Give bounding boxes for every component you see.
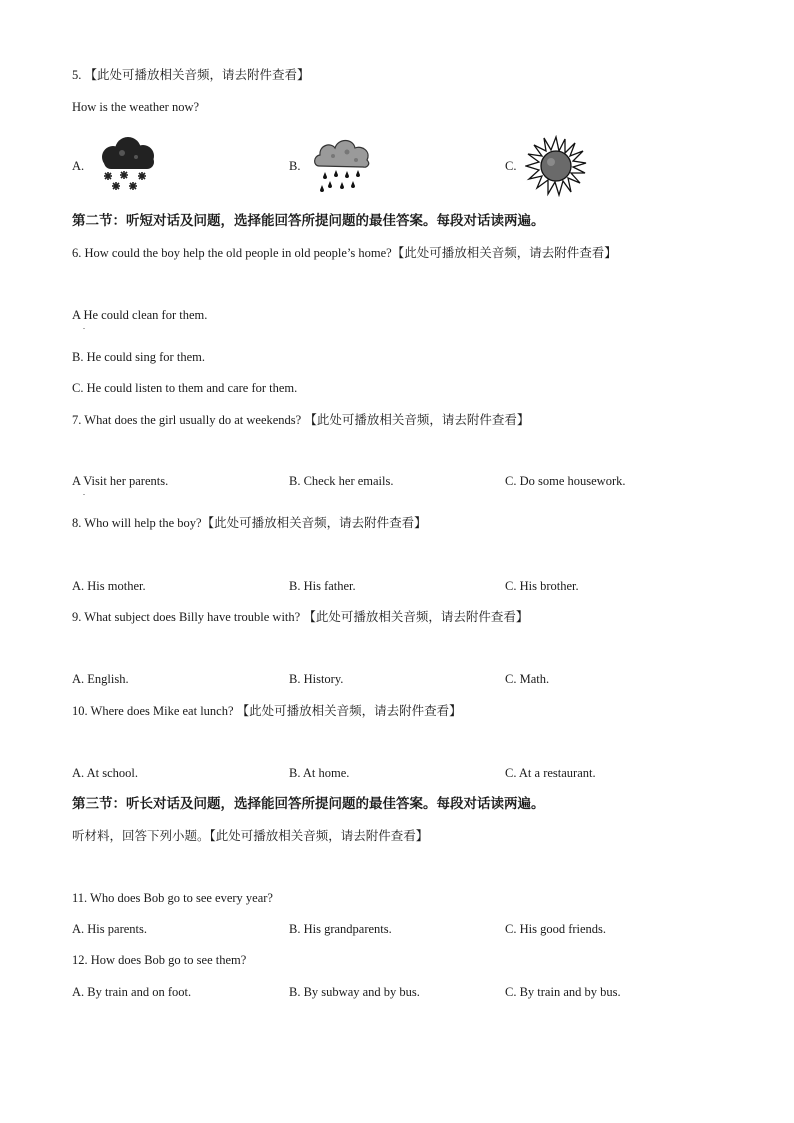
stray-dot: .: [83, 488, 85, 497]
q8-question: 8. Who will help the boy?【此处可播放相关音频，请去附件查看】: [72, 516, 427, 530]
snow-cloud-icon: [96, 135, 160, 193]
q9-option-b: B. History.: [289, 672, 344, 686]
q8-option-c: C. His brother.: [505, 579, 579, 593]
q5-option-c-letter: C.: [505, 159, 517, 173]
q10-option-a: A. At school.: [72, 766, 138, 780]
q12-question: 12. How does Bob go to see them?: [72, 953, 247, 967]
sun-icon: [525, 135, 587, 197]
q9-option-a: A. English.: [72, 672, 129, 686]
stray-dot: .: [83, 322, 85, 331]
rain-cloud-icon: [311, 130, 373, 194]
q10-option-c: C. At a restaurant.: [505, 766, 596, 780]
q6-option-a: A He could clean for them.: [72, 308, 208, 322]
q9-option-c: C. Math.: [505, 672, 550, 686]
q10-option-b: B. At home.: [289, 766, 350, 780]
section-3-heading: 第三节：听长对话及问题，选择能回答所提问题的最佳答案。每段对话读两遍。: [72, 796, 545, 811]
q6-question: 6. How could the boy help the old people in old people’s home?【此处可播放相关音频，请去附件查看】: [72, 246, 617, 260]
q7-option-a: A Visit her parents.: [72, 474, 169, 488]
q5-option-a-letter: A.: [72, 159, 85, 173]
q8-option-a: A. His mother.: [72, 579, 146, 593]
q5-title: 5. 【此处可播放相关音频，请去附件查看】: [72, 68, 310, 82]
q5-option-b-letter: B.: [289, 159, 301, 173]
q7-option-c: C. Do some housework.: [505, 474, 626, 488]
q10-question: 10. Where does Mike eat lunch? 【此处可播放相关音频，请去附件查看】: [72, 704, 462, 718]
q12-option-b: B. By subway and by bus.: [289, 985, 420, 999]
q11-option-b: B. His grandparents.: [289, 922, 392, 936]
q11-option-c: C. His good friends.: [505, 922, 607, 936]
q7-option-b: B. Check her emails.: [289, 474, 394, 488]
q9-question: 9. What subject does Billy have trouble with? 【此处可播放相关音频，请去附件查看】: [72, 610, 529, 624]
section-2-heading: 第二节：听短对话及问题，选择能回答所提问题的最佳答案。每段对话读两遍。: [72, 213, 545, 228]
q8-option-b: B. His father.: [289, 579, 356, 593]
listening-intro: 听材料，回答下列小题。【此处可播放相关音频，请去附件查看】: [72, 829, 429, 843]
q12-option-c: C. By train and by bus.: [505, 985, 621, 999]
q6-option-c: C. He could listen to them and care for them.: [72, 381, 298, 395]
q7-question: 7. What does the girl usually do at weekends? 【此处可播放相关音频，请去附件查看】: [72, 413, 530, 427]
q12-option-a: A. By train and on foot.: [72, 985, 192, 999]
q5-question: How is the weather now?: [72, 100, 200, 114]
q6-option-b: B. He could sing for them.: [72, 350, 205, 364]
q11-option-a: A. His parents.: [72, 922, 147, 936]
q11-question: 11. Who does Bob go to see every year?: [72, 891, 273, 905]
